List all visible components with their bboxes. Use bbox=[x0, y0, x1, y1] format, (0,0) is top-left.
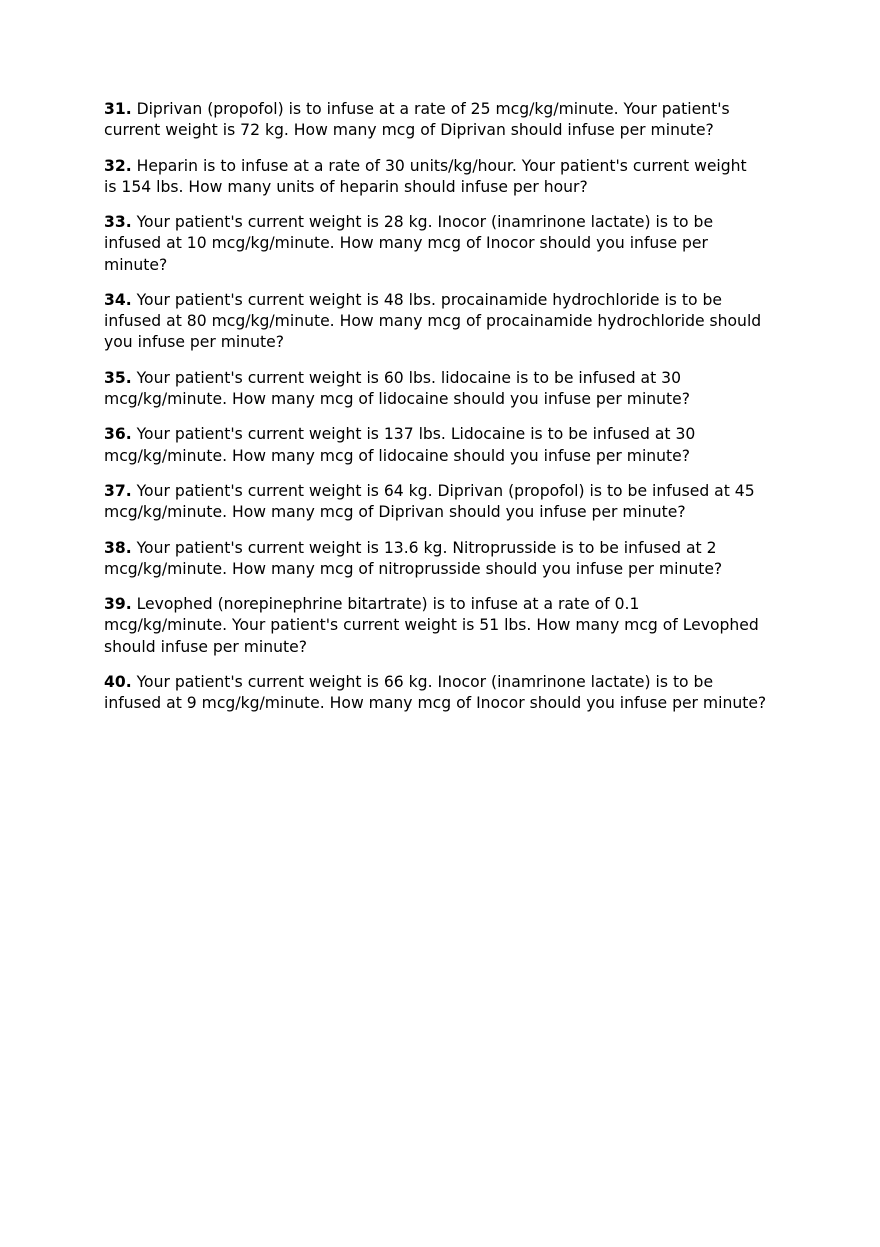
question-text-line: Levophed (norepinephrine bitartrate) is to infuse at a rate of 0.1 bbox=[136, 595, 640, 614]
question-text-line: Your patient's current weight is 64 kg. Diprivan (propofol) is to be infused at 45 bbox=[136, 481, 755, 500]
question-number: 31. bbox=[104, 100, 132, 118]
question-text-line: Your patient's current weight is 13.6 kg. Nitroprusside is to be infused at 2 bbox=[136, 538, 717, 557]
question-text-line: mcg/kg/minute. How many mcg of lidocaine should you infuse per minute? bbox=[104, 446, 691, 465]
question-number: 32. bbox=[104, 156, 132, 175]
question-item bbox=[104, 368, 784, 410]
question-text-line: mcg/kg/minute. How many mcg of nitroprusside should you infuse per minute? bbox=[104, 559, 723, 578]
question-item bbox=[104, 424, 784, 466]
question-text-line: mcg/kg/minute. Your patient's current weight is 51 lbs. How many mcg of Levophed bbox=[104, 616, 759, 635]
question-text-line: Diprivan (propofol) is to infuse at a rate of 25 mcg/kg/minute. Your patient's bbox=[136, 100, 730, 118]
question-text-line: mcg/kg/minute. How many mcg of lidocaine should you infuse per minute? bbox=[104, 389, 691, 408]
question-number: 36. bbox=[104, 425, 132, 444]
question-text-line: infused at 9 mcg/kg/minute. How many mcg of Inocor should you infuse per minute? bbox=[104, 694, 767, 713]
question-item bbox=[104, 212, 784, 276]
question-item bbox=[104, 156, 784, 198]
question-item bbox=[104, 481, 784, 523]
question-text-line: minute? bbox=[104, 255, 168, 274]
question-number: 35. bbox=[104, 368, 132, 387]
question-text-line: Heparin is to infuse at a rate of 30 units/kg/hour. Your patient's current weight bbox=[136, 156, 747, 175]
question-number: 34. bbox=[104, 290, 132, 309]
question-text-line: Your patient's current weight is 66 kg. Inocor (inamrinone lactate) is to be bbox=[136, 672, 714, 691]
question-number: 33. bbox=[104, 213, 132, 232]
question-text-line: mcg/kg/minute. How many mcg of Diprivan should you infuse per minute? bbox=[104, 503, 686, 522]
question-item bbox=[104, 290, 784, 354]
question-item bbox=[104, 538, 784, 580]
question-text-line: you infuse per minute? bbox=[104, 333, 285, 352]
question-text-line: Your patient's current weight is 137 lbs. Lidocaine is to be infused at 30 bbox=[136, 425, 696, 444]
question-text-line: infused at 10 mcg/kg/minute. How many mcg of Inocor should you infuse per bbox=[104, 234, 708, 253]
question-text-line: Your patient's current weight is 28 kg. Inocor (inamrinone lactate) is to be bbox=[136, 213, 714, 232]
question-text-line: Your patient's current weight is 48 lbs. procainamide hydrochloride is to be bbox=[136, 290, 722, 309]
question-text-line: is 154 lbs. How many units of heparin should infuse per hour? bbox=[104, 177, 588, 196]
question-text-line: Your patient's current weight is 60 lbs. lidocaine is to be infused at 30 bbox=[136, 368, 682, 387]
question-number: 37. bbox=[104, 481, 132, 500]
question-item bbox=[104, 672, 784, 714]
worksheet-page bbox=[104, 99, 784, 729]
question-item bbox=[104, 594, 784, 658]
question-list bbox=[104, 99, 784, 714]
question-text-line: should infuse per minute? bbox=[104, 637, 308, 656]
question-number: 40. bbox=[104, 672, 132, 691]
question-text-line: infused at 80 mcg/kg/minute. How many mcg of procainamide hydrochloride should bbox=[104, 312, 762, 331]
question-number: 39. bbox=[104, 595, 132, 614]
question-number: 38. bbox=[104, 538, 132, 557]
question-item bbox=[104, 99, 784, 141]
question-text-line: current weight is 72 kg. How many mcg of Diprivan should infuse per minute? bbox=[104, 121, 714, 140]
